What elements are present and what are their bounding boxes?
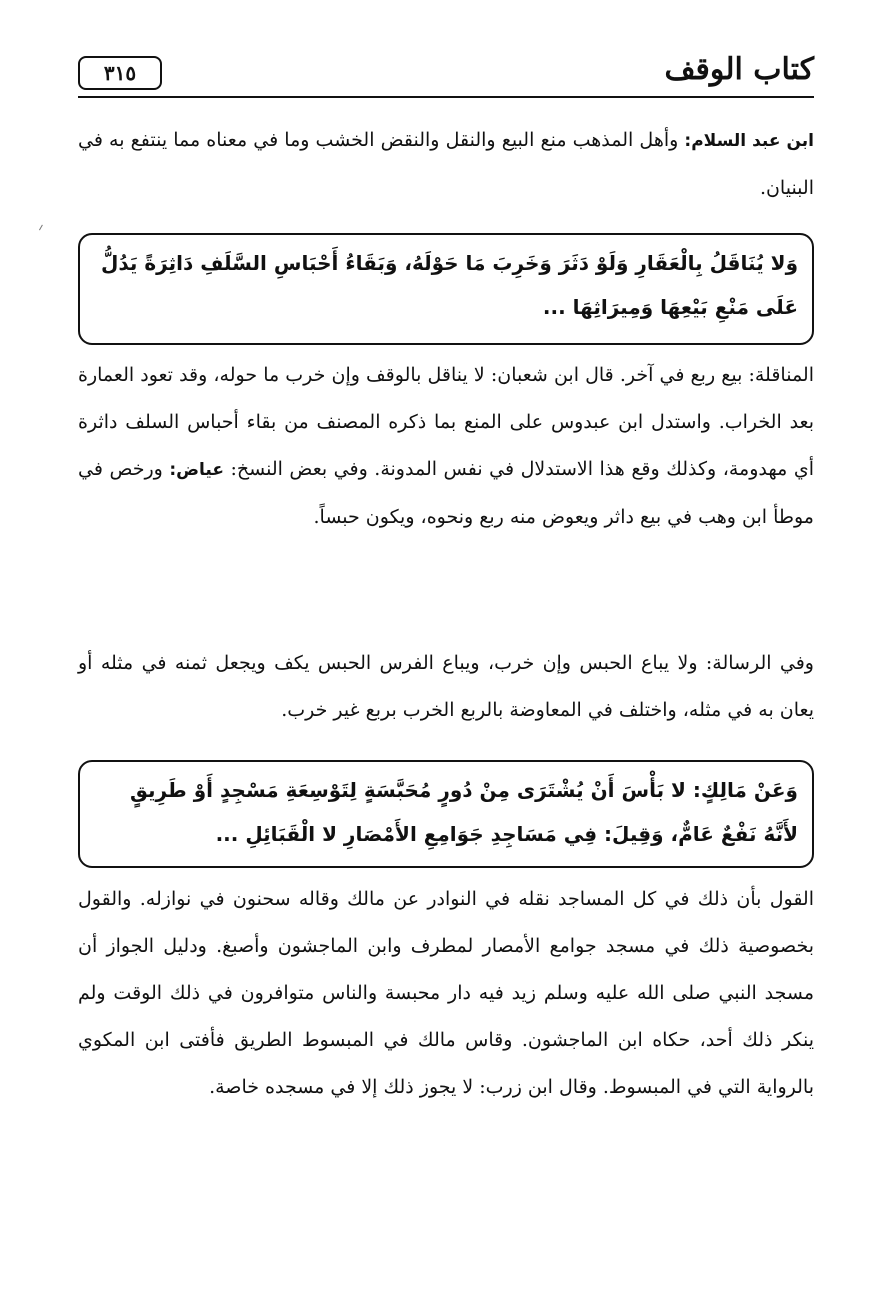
quote-line: وَعَنْ مَالِكٍ: لا بَأْسَ أَنْ يُشْتَرَى مِنْ دُورٍ مُحَبَّسَةٍ لِتَوْسِعَةِ مَسْجِدٍ أَوْ طَرِيقٍ — [129, 778, 798, 802]
paragraph-risala — [78, 640, 814, 734]
paragraph-text: ورخص في موطأ ابن وهب في بيع داثر ويعوض منه ربع ونحوه، ويكون حبساً. — [78, 458, 814, 528]
quote-line: عَلَى مَنْعِ بَيْعِهَا وَمِيرَاثِهَا ... — [542, 295, 798, 319]
paragraph-text: وأهل المذهب منع البيع والنقل والنقض الخشب وما في معناه مما ينتفع به في البنيان. — [78, 129, 814, 199]
paragraph-munaqala — [78, 352, 814, 541]
matn-quote-box-2 — [78, 760, 814, 868]
header-divider — [78, 96, 814, 98]
stray-mark — [39, 225, 48, 234]
paragraph-ibn-abd-al-salam — [78, 117, 814, 212]
quote-line: لأَنَّهُ نَفْعٌ عَامٌّ، وَقِيلَ: فِي مَسَاجِدِ جَوَامِعِ الأَمْصَارِ لا الْقَبَائِلِ ... — [215, 822, 798, 846]
paragraph-text: القول بأن ذلك في كل المساجد نقله في النوادر عن مالك وقاله سحنون في نوازله. والقول بخصوصية ذلك في مسجد جوامع الأمصار لمطرف وابن الماجشون وأصبغ. ودليل الجواز أن مسجد النبي صلى الله عليه وسلم زيد فيه دار محبسة والناس متوافرون في ذلك الوقت ولم ينكر ذلك أحد، حكاه ابن الماجشون. وقاس مالك في المبسوط الطريق فأفتى ابن المكوي بالرواية التي في المبسوط. وقال ابن زرب: لا يجوز ذلك إلا في مسجده خاصة. — [78, 888, 814, 1098]
paragraph-masajid — [78, 876, 814, 1111]
author-label: عياض: — [169, 460, 224, 480]
book-title: كتاب الوقف — [664, 52, 814, 87]
page-number: ٣١٥ — [78, 56, 162, 90]
page-header — [78, 50, 814, 98]
author-label: ابن عبد السلام: — [684, 131, 814, 151]
paragraph-text: وفي الرسالة: ولا يباع الحبس وإن خرب، ويباع الفرس الحبس يكف ويجعل ثمنه في مثله أو يعان به في مثله، واختلف في المعاوضة بالربع الخرب بربع غير خرب. — [78, 652, 814, 721]
quote-line: وَلا يُنَاقَلُ بِالْعَقَارِ وَلَوْ دَثَرَ وَخَرِبَ مَا حَوْلَهُ، وَبَقَاءُ أَحْبَاسِ السَّلَفِ دَاثِرَةً يَدُلُّ — [100, 251, 798, 275]
matn-quote-box-1 — [78, 233, 814, 345]
paragraph-text: المناقلة: بيع ربع في آخر. قال ابن شعبان: لا يناقل بالوقف وإن خرب ما حوله، وقد تعود العمارة بعد الخراب. واستدل ابن عبدوس على المنع بما ذكره المصنف من بقاء أحباس السلف داثرة أي مهدومة، وكذلك وقع هذا الاستدلال في نفس المدونة. وفي بعض النسخ: — [78, 364, 814, 480]
